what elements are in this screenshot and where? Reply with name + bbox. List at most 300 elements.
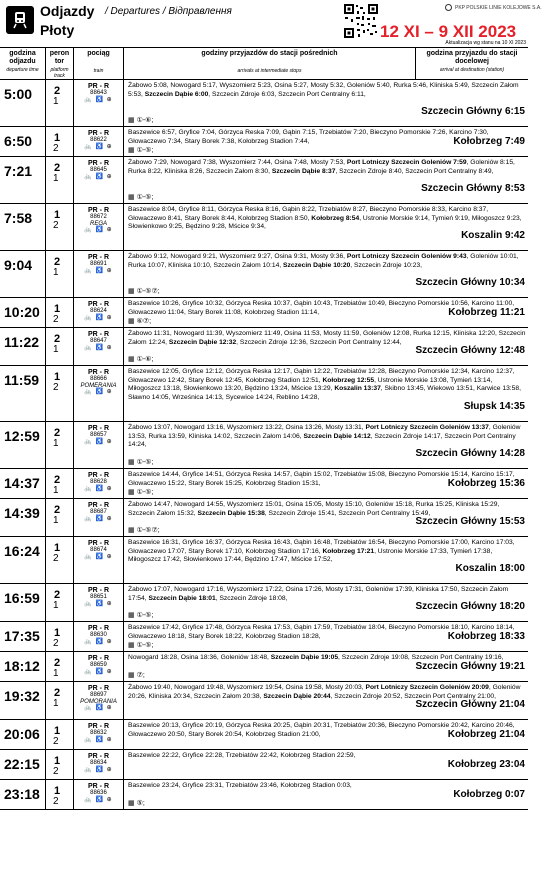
platform-cell	[46, 298, 74, 327]
operating-days	[128, 355, 153, 363]
service-icons: 🚲 ♿ ⊕	[84, 554, 113, 560]
col-time-label: godzina odjazdu	[9, 50, 36, 65]
service-icons: 🚲 ♿ ⊕	[84, 705, 113, 711]
calendar-icon: ▦	[128, 527, 135, 534]
train-number: 88659	[90, 662, 107, 668]
stop-text: , Szczecin Zdroje 6:03, Szczecin Port Centralny 6:11,	[208, 90, 366, 98]
departure-time: 11:22	[4, 334, 40, 350]
platform-number: 2	[54, 504, 61, 516]
stop-text: , Szczecin Zdroje 20:52, Szczecin Port Centralny 21:00,	[330, 692, 497, 700]
col-destination-en: arrival at destination (station)	[439, 67, 505, 73]
train-cell	[74, 127, 124, 156]
operating-days	[128, 671, 145, 679]
track-number: 2	[53, 638, 59, 649]
departure-row	[0, 720, 528, 750]
platform-number: 1	[54, 542, 61, 554]
departure-time-cell	[0, 780, 46, 809]
stop-text: Baszewice 8:04, Gryfice 8:11, Górzyca Reska 8:16, Gąbin 8:22, Trzebiatów 8:27, Bieczyno Pomorskie 8:33, Karcino 8:37, Głowaczewo 8:41, Stary Borek 8:44, Kołobrzeg Stadion 8:50,	[128, 206, 489, 222]
departure-time: 14:37	[4, 475, 40, 491]
departure-row	[0, 750, 528, 780]
stop-highlight: Szczecin Dąbie 10:20	[283, 261, 351, 269]
platform-number: 1	[54, 209, 61, 221]
operating-days-text: ⑥⑦;	[136, 318, 152, 325]
departure-row	[0, 127, 528, 157]
stop-text: , Skibno 13:45, Wiekowo 13:51, Karwice 13:58, Sławno 14:05, Wrześnica 14:13, Sycewice 14:24, Reblino 14:28,	[128, 385, 521, 401]
stop-highlight: Port Lotniczy Szczecin Goleniów 9:43	[346, 253, 467, 260]
platform-number: 2	[54, 657, 61, 669]
platform-cell	[46, 720, 74, 749]
service-icons: 🚲 ♿ ⊕	[84, 97, 113, 103]
platform-cell	[46, 584, 74, 621]
departure-time-cell	[0, 750, 46, 779]
platform-number: 2	[54, 162, 61, 174]
operating-days-text: ①-⑤;	[136, 489, 154, 496]
col-destination	[416, 48, 528, 79]
stops-cell	[124, 298, 528, 327]
service-icons: 🚲 ♿ ⊕	[84, 797, 113, 803]
train-number: 88628	[90, 479, 107, 485]
train-cell	[74, 499, 124, 536]
stop-text: Baszewice 22:22, Gryfice 22:28, Trzebiatów 22:42, Kołobrzeg Stadion 22:59,	[128, 752, 356, 759]
departure-time-cell	[0, 682, 46, 719]
platform-cell	[46, 80, 74, 126]
train-category: PR - R	[88, 540, 109, 547]
departure-time: 22:15	[4, 756, 40, 772]
platform-cell	[46, 328, 74, 365]
stop-text: , Szczecin Zdroje 14:17, Szczecin Port Centralny 14:24,	[128, 432, 516, 449]
operating-days-text: ①-⑤;	[136, 612, 154, 619]
stops-cell	[124, 469, 528, 498]
stop-text: Żabowo 13:07, Nowogard 13:16, Wyszomierz 13:22, Osina 13:26, Mosty 13:31,	[128, 424, 366, 431]
train-number: 88674	[90, 547, 107, 553]
service-icons: 🚲 ♿ ⊕	[84, 389, 113, 395]
stop-text: Baszewice 12:05, Gryfice 12:12, Górzyca Reska 12:17, Gąbin 12:22, Trzebiatów 12:28, Bieczyno Pomorskie 12:34, Karcino 12:37, Głowaczewo 12:42, Stary Borek 12:45, Kołobrzeg Stadion 12:51,	[128, 368, 515, 384]
destination: Kołobrzeg 21:04	[447, 729, 525, 740]
train-cell	[74, 298, 124, 327]
departure-row	[0, 537, 528, 584]
track-number: 2	[53, 314, 59, 325]
col-train-en: train	[93, 68, 104, 74]
train-name: POMERANIA	[80, 383, 117, 389]
train-cell	[74, 652, 124, 681]
destination: Szczecin Główny 15:53	[415, 516, 525, 527]
departure-time-cell	[0, 652, 46, 681]
stop-highlight: Port Lotniczy Szczecin Goleniów 7:59	[346, 159, 467, 166]
destination: Szczecin Główny 14:28	[415, 448, 525, 459]
stop-text: , Szczecin Zdroje 15:41, Szczecin Port Centralny 15:49,	[264, 509, 431, 517]
service-icons: 🚲 ♿ ⊕	[84, 174, 113, 180]
stops-cell	[124, 750, 528, 779]
service-icons: 🚲 ♿ ⊕	[84, 737, 113, 743]
departure-time: 6:50	[4, 133, 33, 149]
train-name: POMORANIA	[80, 699, 117, 705]
stop-text: Żabowo 14:47, Nowogard 14:55, Wyszomierz 15:01, Osina 15:05, Mosty 15:10, Goleniów 15:18, Rurka 15:25, Kliniska 15:29, Szczecin Załom 15:32,	[128, 501, 500, 517]
train-number: 88647	[90, 338, 107, 344]
track-number: 1	[53, 344, 59, 355]
destination: Kołobrzeg 23:04	[447, 759, 525, 770]
stop-highlight: Port Lotniczy Szczecin Goleniów 20:09	[365, 684, 489, 691]
train-category: PR - R	[88, 83, 109, 90]
train-number: 88691	[90, 261, 107, 267]
departure-time-cell	[0, 537, 46, 583]
destination: Kołobrzeg 11:21	[448, 307, 525, 318]
stop-text: Baszewice 6:57, Gryfice 7:04, Górzyca Reska 7:09, Gąbin 7:15, Trzebiatów 7:20, Bieczyno Pomorskie 7:26, Karcino 7:30, Głowaczewo 7:34, Stary Borek 7:38, Kołobrzeg Stadion 7:44,	[128, 129, 489, 145]
train-category: PR - R	[88, 331, 109, 338]
service-icons: 🚲 ♿ ⊕	[84, 669, 113, 675]
service-icons: 🚲 ♿ ⊕	[84, 439, 113, 445]
departure-time: 18:12	[4, 658, 40, 674]
train-category: PR - R	[88, 502, 109, 509]
stop-text: Żabowo 17:07, Nowogard 17:16, Wyszomierz 17:22, Osina 17:26, Mosty 17:31, Goleniów 17:39, Kliniska 17:50, Szczecin Załom 17:54,	[128, 586, 509, 602]
track-number: 1	[53, 698, 59, 709]
departure-time-cell	[0, 422, 46, 468]
train-number: 88636	[90, 790, 107, 796]
destination: Szczecin Główny 19:21	[415, 661, 525, 672]
service-icons: 🚲 ♿ ⊕	[84, 516, 113, 522]
operating-days	[128, 526, 160, 534]
intermediate-stops	[128, 424, 526, 450]
qr-code-icon	[343, 3, 379, 39]
destination: Koszalin 18:00	[455, 563, 525, 574]
departure-time-cell	[0, 499, 46, 536]
stop-highlight: Port Lotniczy Szczecin Goleniów 13:37	[365, 424, 489, 431]
platform-number: 1	[54, 627, 61, 639]
platform-cell	[46, 750, 74, 779]
train-number: 88632	[90, 730, 107, 736]
track-number: 1	[53, 267, 59, 278]
intermediate-stops	[128, 82, 526, 99]
departure-time-cell	[0, 204, 46, 250]
departure-time: 16:59	[4, 590, 40, 606]
departure-time-cell	[0, 366, 46, 421]
destination: Szczecin Główny 8:53	[421, 183, 525, 194]
stops-cell	[124, 584, 528, 621]
stop-text: , Ustronie Morskie 17:33, Tymień 17:38, Miłogoszcz 17:42, Słowienkowo 17:44, Będzino 17:47, Mścice 17:52,	[128, 547, 493, 564]
col-stops	[124, 48, 416, 79]
stops-cell	[124, 251, 528, 297]
destination: Koszalin 9:42	[461, 230, 525, 241]
destination: Słupsk 14:35	[463, 401, 525, 412]
departure-time: 7:21	[4, 163, 33, 179]
platform-number: 1	[54, 303, 61, 315]
departure-time-cell	[0, 80, 46, 126]
platform-cell	[46, 537, 74, 583]
track-number: 2	[53, 382, 59, 393]
track-number: 1	[53, 600, 59, 611]
train-cell	[74, 204, 124, 250]
platform-number: 1	[54, 725, 61, 737]
departure-row	[0, 157, 528, 204]
operating-days	[128, 488, 153, 496]
stops-cell	[124, 80, 528, 126]
train-number: 88643	[90, 90, 107, 96]
timetable-header	[0, 0, 542, 46]
stop-highlight: Szczecin Dąbie 8:37	[271, 167, 336, 175]
destination: Kołobrzeg 18:33	[447, 631, 525, 642]
page-subtitle: / Departures / Відправлення	[105, 6, 232, 17]
train-category: PR - R	[88, 723, 109, 730]
departure-time: 12:59	[4, 428, 40, 444]
departure-time: 20:06	[4, 726, 40, 742]
stop-text: , Szczecin Zdroje 12:36, Szczecin Port Centralny 12:44,	[236, 338, 402, 346]
stop-text: Baszewice 10:26, Gryfice 10:32, Górzyca Reska 10:37, Gąbin 10:43, Trzebiatów 10:49, Bieczyno Pomorskie 10:56, Karcino 11:00, Głowaczewo 11:04, Stary Borek 11:08, Kołobrzeg Stadion 11:14,	[128, 300, 515, 316]
platform-cell	[46, 682, 74, 719]
operating-days	[128, 146, 153, 154]
operating-days-text: ①-⑤⑦;	[136, 288, 160, 295]
stops-cell	[124, 720, 528, 749]
train-cell	[74, 750, 124, 779]
column-header	[0, 47, 528, 80]
operating-days	[128, 287, 160, 295]
track-number: 2	[53, 553, 59, 564]
departure-time-cell	[0, 328, 46, 365]
train-number: 88622	[90, 137, 107, 143]
stop-text: Żabowo 11:31, Nowogard 11:39, Wyszomierz 11:49, Osina 11:53, Mosty 11:59, Goleniów 12:08, Rurka 12:15, Kliniska 12:20, Szczecin Załom 12:24,	[128, 330, 526, 346]
station-name: Płoty	[40, 22, 75, 38]
service-icons: 🚲 ♿ ⊕	[84, 486, 113, 492]
train-number: 88651	[90, 594, 107, 600]
stop-text: Nowogard 18:28, Osina 18:36, Goleniów 18:48,	[128, 654, 271, 661]
train-cell	[74, 584, 124, 621]
train-category: PR - R	[88, 783, 109, 790]
calendar-icon: ▦	[128, 147, 135, 154]
operating-days	[128, 641, 153, 649]
intermediate-stops	[128, 159, 526, 176]
train-category: PR - R	[88, 160, 109, 167]
train-category: PR - R	[88, 369, 109, 376]
platform-number: 2	[54, 333, 61, 345]
operating-days-text: ①-⑥;	[136, 356, 154, 363]
departure-row	[0, 366, 528, 422]
stops-cell	[124, 366, 528, 421]
pkp-logo-icon	[445, 4, 452, 11]
intermediate-stops	[128, 253, 526, 270]
train-number: 88645	[90, 167, 107, 173]
stops-cell	[124, 652, 528, 681]
departure-row	[0, 251, 528, 298]
stop-text: Żabowo 9:12, Nowogard 9:21, Wyszomierz 9:27, Osina 9:31, Mosty 9:36,	[128, 253, 347, 260]
stop-highlight: Kołobrzeg 17:21	[322, 547, 375, 555]
track-number: 2	[53, 143, 59, 154]
train-name: REGA	[89, 221, 107, 227]
train-cell	[74, 251, 124, 297]
service-icons: 🚲 ♿ ⊕	[84, 345, 113, 351]
stops-cell	[124, 537, 528, 583]
departure-time-cell	[0, 157, 46, 203]
platform-cell	[46, 469, 74, 498]
col-time-en: departure time	[6, 67, 39, 73]
operating-days	[128, 458, 153, 466]
departure-time-cell	[0, 251, 46, 297]
track-number: 1	[53, 668, 59, 679]
intermediate-stops	[128, 368, 526, 402]
train-number: 88666	[90, 376, 107, 382]
stops-cell	[124, 127, 528, 156]
stop-text: , Goleniów 13:53, Rurka 13:59, Kliniska 14:02, Szczecin Załom 14:06,	[128, 424, 521, 440]
train-category: PR - R	[88, 753, 109, 760]
stop-text: , Szczecin Zdroje 8:40, Szczecin Port Centralny 8:49,	[335, 167, 494, 175]
col-platform-label: peron tor	[49, 50, 70, 65]
departure-time: 14:39	[4, 505, 40, 521]
departure-time: 17:35	[4, 628, 40, 644]
train-cell	[74, 80, 124, 126]
stops-cell	[124, 328, 528, 365]
col-train-label: pociąg	[87, 50, 110, 57]
stop-text: , Szczecin Zdroje 18:08,	[215, 594, 288, 602]
track-number: 1	[53, 96, 59, 107]
train-cell	[74, 157, 124, 203]
train-number: 88634	[90, 760, 107, 766]
destination: Szczecin Główny 10:34	[415, 277, 525, 288]
stop-highlight: Szczecin Dąbie 19:05	[270, 654, 339, 661]
stop-text: Żabowo 5:08, Nowogard 5:17, Wyszomierz 5:23, Osina 5:27, Mosty 5:32, Goleniów 5:40, Rurka 5:46, Kliniska 5:49, Szczecin Załom 5:53,	[128, 82, 519, 98]
platform-number: 2	[54, 256, 61, 268]
train-number: 88630	[90, 632, 107, 638]
platform-cell	[46, 622, 74, 651]
departure-row	[0, 422, 528, 469]
service-icons: 🚲 ♿ ⊕	[84, 601, 113, 607]
operating-days	[128, 116, 153, 124]
train-cell	[74, 780, 124, 809]
stop-text: , Goleniów 20:26, Kliniska 20:34, Szczecin Załom 20:38,	[128, 684, 521, 700]
stop-highlight: Szczecin Dąbie 12:32	[168, 338, 237, 346]
calendar-icon: ▦	[128, 672, 135, 679]
calendar-icon: ▦	[128, 318, 135, 325]
track-number: 2	[53, 220, 59, 231]
destination: Kołobrzeg 15:36	[447, 478, 525, 489]
train-icon	[6, 6, 34, 34]
calendar-icon: ▦	[128, 356, 135, 363]
col-platform	[46, 48, 74, 79]
train-category: PR - R	[88, 625, 109, 632]
stop-highlight: Szczecin Dąbie 6:00	[144, 90, 209, 98]
stops-cell	[124, 682, 528, 719]
stop-text: , Szczecin Zdroje 10:23,	[350, 261, 423, 269]
calendar-icon: ▦	[128, 800, 135, 807]
train-cell	[74, 469, 124, 498]
stops-cell	[124, 157, 528, 203]
platform-cell	[46, 157, 74, 203]
platform-number: 1	[54, 371, 61, 383]
destination: Kołobrzeg 7:49	[453, 136, 525, 147]
train-number: 88624	[90, 308, 107, 314]
col-train	[74, 48, 124, 79]
operating-days-text: ①-⑤;	[136, 194, 154, 201]
stop-highlight: Szczecin Dąbie 14:12	[303, 432, 371, 440]
track-number: 2	[53, 796, 59, 807]
platform-cell	[46, 366, 74, 421]
destination: Szczecin Główny 12:48	[415, 345, 525, 356]
stops-cell	[124, 622, 528, 651]
page-title: Odjazdy	[40, 3, 95, 19]
platform-number: 2	[54, 589, 61, 601]
train-category: PR - R	[88, 472, 109, 479]
stop-highlight: Koszalin 13:37	[334, 385, 381, 393]
col-stops-label: godziny przyjazdów do stacji pośrednich	[201, 50, 338, 57]
operating-days-text: ①-⑥;	[136, 117, 154, 124]
platform-number: 2	[54, 474, 61, 486]
departure-row	[0, 204, 528, 251]
intermediate-stops	[128, 539, 526, 565]
departure-row	[0, 682, 528, 720]
col-destination-label: godzina przyjazdu do stacji docelowej	[426, 50, 518, 65]
col-platform-en: platform track	[50, 67, 69, 79]
train-category: PR - R	[88, 301, 109, 308]
departure-row	[0, 328, 528, 366]
service-icons: 🚲 ♿ ⊕	[84, 315, 113, 321]
departure-row	[0, 584, 528, 622]
departure-row	[0, 780, 528, 810]
platform-number: 1	[54, 785, 61, 797]
platform-cell	[46, 251, 74, 297]
platform-number: 2	[54, 427, 61, 439]
destination: Szczecin Główny 21:04	[415, 699, 525, 710]
validity-dates: 12 XI – 9 XII 2023	[380, 22, 517, 41]
departure-time: 16:24	[4, 543, 40, 559]
operating-days	[128, 317, 151, 325]
departure-time-cell	[0, 469, 46, 498]
platform-number: 1	[54, 132, 61, 144]
calendar-icon: ▦	[128, 642, 135, 649]
stop-text: , Ustronie Morskie 9:14, Tymień 9:19, Miłogoszcz 9:23, Słowienkowo 9:25, Będzino 9:28, Mścice 9:34,	[128, 214, 522, 231]
departure-time: 11:59	[4, 372, 40, 388]
train-cell	[74, 720, 124, 749]
track-number: 1	[53, 438, 59, 449]
service-icons: 🚲 ♿ ⊕	[84, 227, 113, 233]
destination: Szczecin Główny 18:20	[415, 601, 525, 612]
stop-text: , Goleniów 10:01, Rurka 10:07, Kliniska 10:10, Szczecin Załom 10:14,	[128, 253, 519, 269]
destination: Szczecin Główny 6:15	[421, 106, 525, 117]
intermediate-stops	[128, 206, 526, 232]
calendar-icon: ▦	[128, 612, 135, 619]
update-note: Aktualizacja wg stanu na 10 XI 2023	[445, 40, 526, 46]
stops-cell	[124, 204, 528, 250]
departure-time: 23:18	[4, 786, 40, 802]
calendar-icon: ▦	[128, 288, 135, 295]
col-time	[0, 48, 46, 79]
departure-time: 5:00	[4, 86, 33, 102]
stop-text: Baszewice 14:44, Gryfice 14:51, Górzyca Reska 14:57, Gąbin 15:02, Trzebiatów 15:08, Bieczyno Pomorskie 15:14, Karcino 15:17, Głowaczewo 15:22, Stary Borek 15:25, Kołobrzeg Stadion 15:31,	[128, 471, 515, 487]
train-cell	[74, 328, 124, 365]
service-icons: 🚲 ♿ ⊕	[84, 268, 113, 274]
brand-name: PKP POLSKIE LINIE KOLEJOWE S.A.	[455, 5, 542, 11]
operating-days-text: ①-⑤;	[136, 147, 154, 154]
train-number: 88697	[90, 692, 107, 698]
departure-row	[0, 80, 528, 127]
service-icons: 🚲 ♿ ⊕	[84, 639, 113, 645]
train-category: PR - R	[88, 254, 109, 261]
calendar-icon: ▦	[128, 489, 135, 496]
destination: Kołobrzeg 0:07	[453, 789, 525, 800]
track-number: 1	[53, 173, 59, 184]
stops-cell	[124, 499, 528, 536]
service-icons: 🚲 ♿ ⊕	[84, 144, 113, 150]
stop-text: Żabowo 7:29, Nowogard 7:38, Wyszomierz 7:44, Osina 7:48, Mosty 7:53,	[128, 159, 347, 166]
operating-days	[128, 193, 153, 201]
stop-highlight: Kołobrzeg 8:54	[311, 214, 360, 222]
stop-highlight: Szczecin Dąbie 15:38	[197, 509, 265, 517]
stop-highlight: Szczecin Dąbie 20:44	[263, 692, 331, 700]
service-icons: 🚲 ♿ ⊕	[84, 767, 113, 773]
platform-cell	[46, 780, 74, 809]
train-category: PR - R	[88, 130, 109, 137]
track-number: 1	[53, 515, 59, 526]
stop-text: Żabowo 19:40, Nowogard 19:48, Wyszomierz 19:54, Osina 19:58, Mosty 20:03,	[128, 684, 366, 691]
train-category: PR - R	[88, 425, 109, 432]
track-number: 2	[53, 766, 59, 777]
departure-time: 7:58	[4, 210, 33, 226]
departure-row	[0, 469, 528, 499]
